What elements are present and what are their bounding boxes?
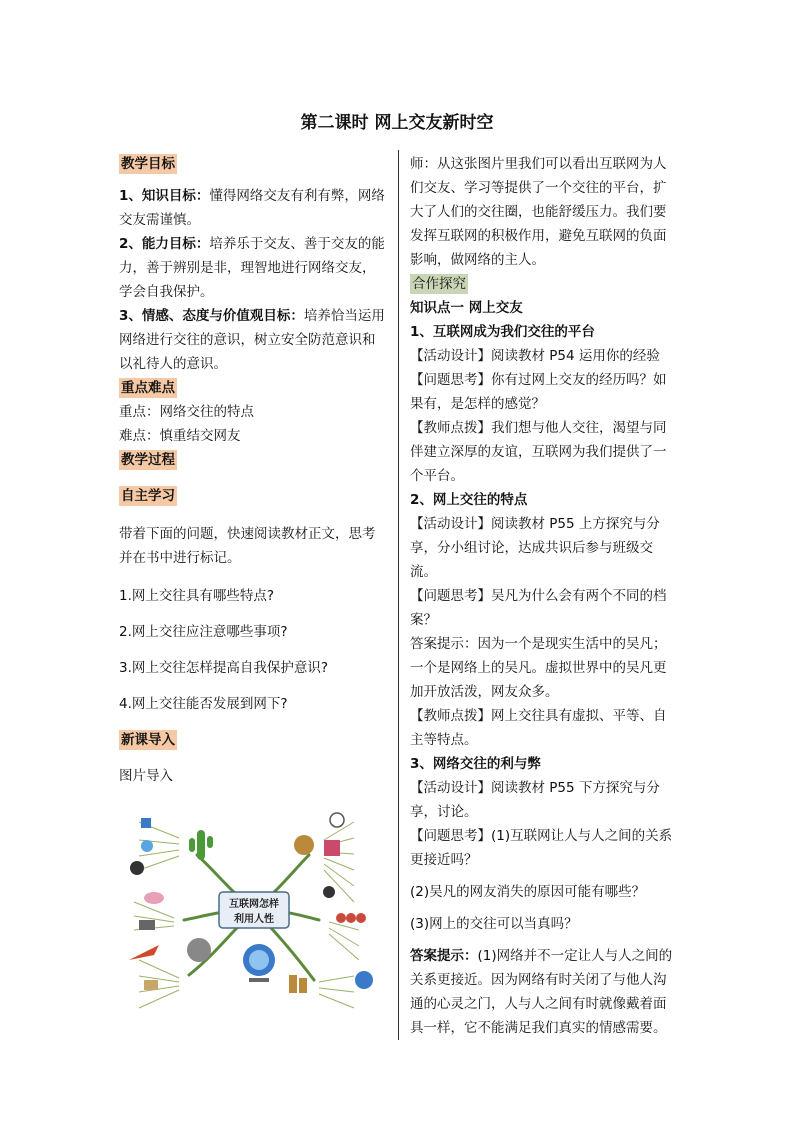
column-divider bbox=[398, 150, 399, 1040]
section-2-answer: 答案提示：因为一个是现实生活中的吴凡；一个是网络上的吴凡。虚拟世界中的吴凡更加开放活泼，网友众多。 bbox=[410, 636, 667, 700]
teacher-intro: 师：从这张图片里我们可以看出互联网为人们交友、学习等提供了一个交往的平台，扩大了人们的交往圈，也能舒缓压力。我们要发挥互联网的积极作用，避免互联网的负面影响，做网络的主人。 bbox=[410, 156, 667, 268]
difficult-point: 难点：慎重结交网友 bbox=[119, 428, 241, 444]
heading-cooperative-inquiry: 合作探究 bbox=[412, 276, 466, 292]
picture-intro: 图片导入 bbox=[119, 768, 173, 784]
section-3-question-2: (2)吴凡的网友消失的原因可能有哪些？ bbox=[410, 884, 646, 900]
section-1-title: 1、互联网成为我们交往的平台 bbox=[410, 324, 595, 340]
mindmap-image bbox=[119, 810, 387, 1020]
goal-ability: 2、能力目标：培养乐于交友、善于交友的能力，善于辨别是非，理智地进行网络交友，学会自我保护。 bbox=[119, 236, 385, 300]
section-3-question-3: (3)网上的交往可以当真吗？ bbox=[410, 916, 578, 932]
section-1-question: 【问题思考】你有过网上交友的经历吗？如果有，是怎样的感觉？ bbox=[410, 372, 667, 412]
question-3: 3.网上交往怎样提高自我保护意识? bbox=[119, 660, 329, 676]
heading-teaching-process: 教学过程 bbox=[121, 452, 175, 468]
section-1-activity: 【活动设计】阅读教材 P54 运用你的经验 bbox=[410, 348, 660, 364]
right-column bbox=[410, 152, 678, 1040]
heading-self-study: 自主学习 bbox=[121, 488, 175, 504]
left-column bbox=[119, 152, 387, 1020]
question-2: 2.网上交往应注意哪些事项? bbox=[119, 624, 288, 640]
section-3-answer: 答案提示：(1)网络并不一定让人与人之间的关系更接近。因为网络有时关闭了与他人沟通的心灵之门，人与人之间有时就像戴着面具一样，它不能满足我们真实的情感需要。 bbox=[410, 948, 673, 1036]
key-point: 重点：网络交往的特点 bbox=[119, 404, 254, 420]
section-2-question: 【问题思考】吴凡为什么会有两个不同的档案？ bbox=[410, 588, 667, 628]
goal-knowledge: 1、知识目标：懂得网络交友有利有弊，网络交友需谨慎。 bbox=[119, 188, 385, 228]
question-1: 1.网上交往具有哪些特点? bbox=[119, 588, 275, 604]
section-3-title: 3、网络交往的利与弊 bbox=[410, 756, 541, 772]
heading-key-points: 重点难点 bbox=[121, 380, 175, 396]
page-title: 第二课时 网上交友新时空 bbox=[300, 113, 494, 133]
heading-new-lesson: 新课导入 bbox=[121, 732, 175, 748]
section-3-activity: 【活动设计】阅读教材 P55 下方探究与分享，讨论。 bbox=[410, 780, 660, 820]
self-study-intro: 带着下面的问题，快速阅读教材正文，思考并在书中进行标记。 bbox=[119, 526, 376, 566]
knowledge-point-1: 知识点一 网上交友 bbox=[410, 300, 523, 316]
section-2-activity: 【活动设计】阅读教材 P55 上方探究与分享，分小组讨论，达成共识后参与班级交流。 bbox=[410, 516, 660, 580]
section-2-title: 2、网上交往的特点 bbox=[410, 492, 528, 508]
heading-teaching-goals: 教学目标 bbox=[121, 156, 175, 172]
goal-emotion: 3、情感、态度与价值观目标：培养恰当运用网络进行交往的意识，树立安全防范意识和以礼待人的意识。 bbox=[119, 308, 385, 372]
section-1-teacher-tip: 【教师点拨】我们想与他人交往，渴望与同伴建立深厚的友谊，互联网为我们提供了一个平台。 bbox=[410, 420, 667, 484]
section-2-teacher-tip: 【教师点拨】网上交往具有虚拟、平等、自主等特点。 bbox=[410, 708, 667, 748]
mindmap-center-line2: 利用人性 bbox=[234, 914, 274, 925]
question-4: 4.网上交往能否发展到网下? bbox=[119, 696, 288, 712]
mindmap-center-line1: 互联网怎样 bbox=[229, 899, 279, 910]
section-3-question-1: 【问题思考】(1)互联网让人与人之间的关系更接近吗？ bbox=[410, 828, 673, 868]
